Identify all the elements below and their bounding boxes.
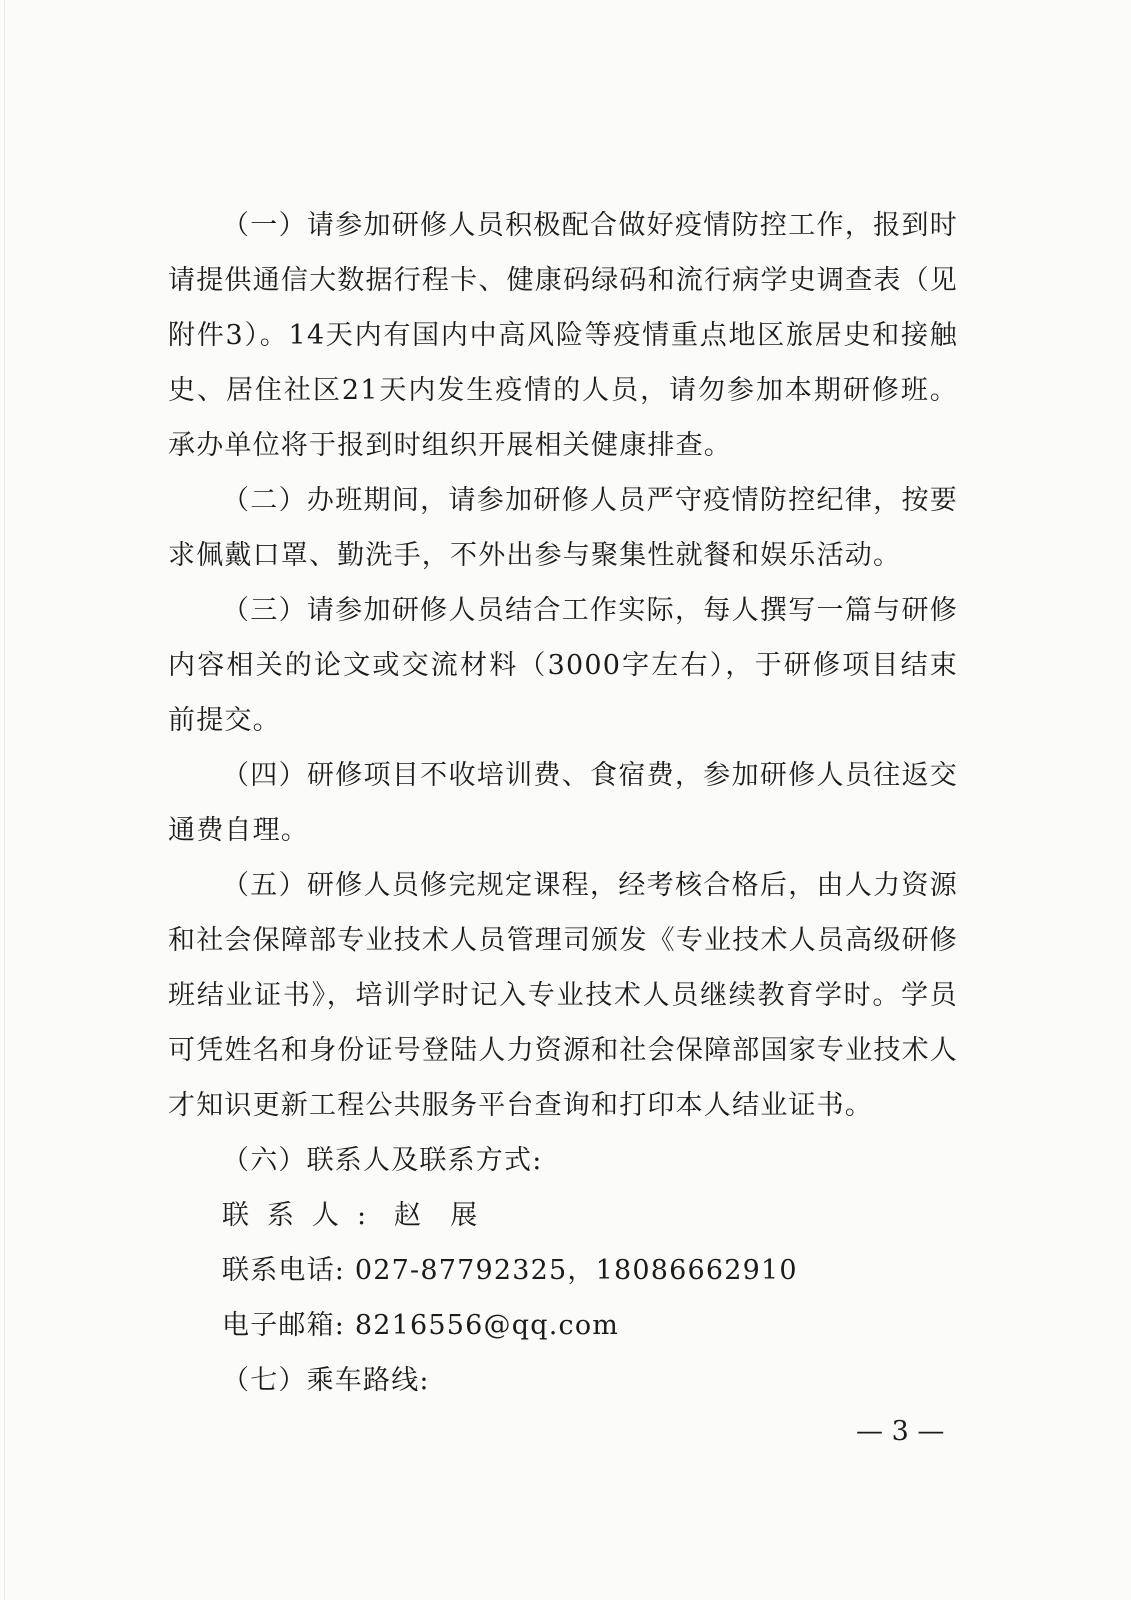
email-label: 电子邮箱: xyxy=(222,1310,346,1341)
document-body xyxy=(168,198,958,1408)
phone-value: 027-87792325，18086662910 xyxy=(354,1255,798,1286)
email-value: 8216556@qq.com xyxy=(354,1310,620,1341)
paragraph-discipline: （二）办班期间，请参加研修人员严守疫情防控纪律，按要求佩戴口罩、勤洗手，不外出参与聚集性就餐和娱乐活动。 xyxy=(168,485,958,571)
paragraph-paper-submission: （三）请参加研修人员结合工作实际，每人撰写一篇与研修内容相关的论文或交流材料（3000字左右），于研修项目结束前提交。 xyxy=(168,595,958,736)
paragraph-fees: （四）研修项目不收培训费、食宿费，参加研修人员往返交通费自理。 xyxy=(168,760,958,846)
contact-heading: （六）联系人及联系方式: xyxy=(222,1145,543,1176)
route-heading: （七）乘车路线: xyxy=(222,1365,430,1396)
scan-edge-shadow xyxy=(4,0,5,1600)
phone-line xyxy=(168,1243,958,1298)
contact-person-name: 赵 展 xyxy=(393,1200,479,1231)
page-number: — 3 — xyxy=(856,1416,945,1447)
phone-label: 联系电话: xyxy=(222,1255,346,1286)
contact-person-line xyxy=(168,1188,958,1243)
paragraph-certificate: （五）研修人员修完规定课程，经考核合格后，由人力资源和社会保障部专业技术人员管理司颁发《专业技术人员高级研修班结业证书》，培训学时记入专业技术人员继续教育学时。学员可凭姓名和身份证号登陆人力资源和社会保障部国家专业技术人才知识更新工程公共服务平台查询和打印本人结业证书。 xyxy=(168,870,958,1121)
email-line xyxy=(168,1298,958,1353)
contact-person-label: 联系人: xyxy=(222,1200,385,1231)
paragraph-epidemic-prevention: （一）请参加研修人员积极配合做好疫情防控工作，报到时请提供通信大数据行程卡、健康码绿码和流行病学史调查表（见附件3）。14天内有国内中高风险等疫情重点地区旅居史和接触史、居住社区21天内发生疫情的人员，请勿参加本期研修班。承办单位将于报到时组织开展相关健康排查。 xyxy=(168,210,958,461)
